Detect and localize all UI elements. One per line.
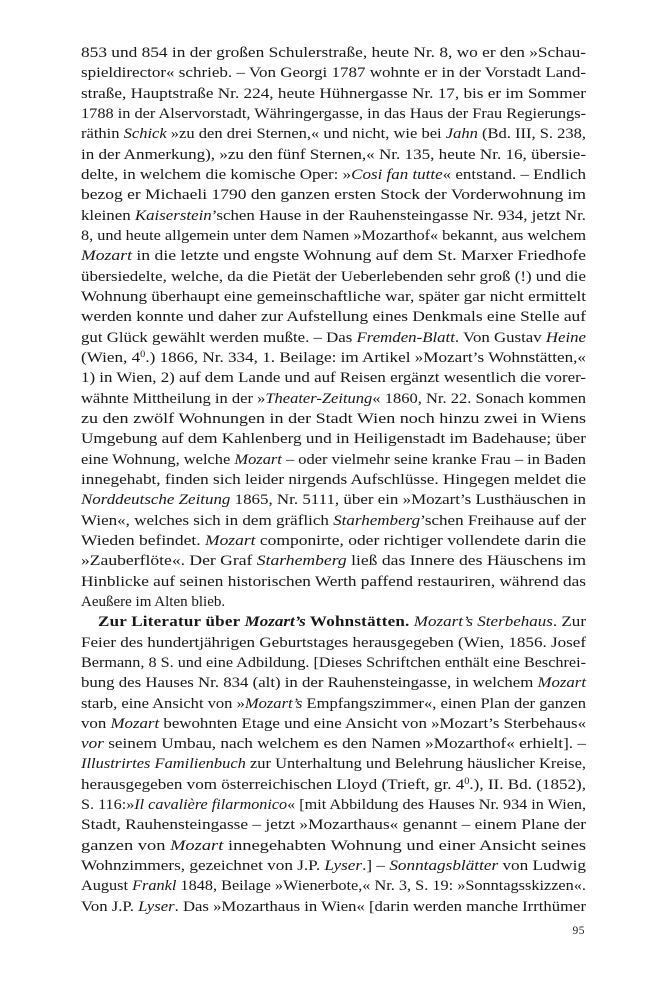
text-line-content <box>81 84 586 104</box>
text-line <box>81 185 586 205</box>
text-segment: Aeußere im Alten blieb. <box>81 593 226 610</box>
text-segment: Heine <box>545 329 586 346</box>
text-segment: innegehabt, finden sich leider nirgends Aufschlüsse. Hingegen meldet die <box>81 471 586 488</box>
text-segment: Starhemberg <box>256 553 347 570</box>
text-segment: von <box>81 715 111 732</box>
text-line <box>81 551 586 571</box>
text-segment: gut Glück gewählt werden mußte. – Das <box>81 329 357 346</box>
text-segment: 1) in Wien, 2) auf dem Lande und auf Reisen ergänzt wesentlich die vorer- <box>81 370 586 387</box>
text-segment: . Zur <box>552 614 586 631</box>
text-line-content <box>81 63 586 83</box>
text-segment: Kaiserstein <box>134 207 212 224</box>
text-segment: Mozart <box>234 451 282 468</box>
text-segment: ließ das Innere des Häuschens im <box>346 553 586 570</box>
text-line <box>81 389 586 409</box>
text-line-content <box>81 165 586 185</box>
text-line <box>81 307 586 327</box>
text-line <box>81 592 586 612</box>
text-segment: zur Unterhaltung und Belehrung häuslicher Kreise, <box>245 756 586 773</box>
text-segment: herausgegeben vom österreichischen Lloyd (Trieft, gr. 4 <box>81 776 465 793</box>
text-segment: Illustrirtes Familienbuch <box>81 756 246 773</box>
text-segment: (Bd. III, S. 238, <box>477 126 586 143</box>
text-line-content <box>81 511 586 531</box>
text-block <box>81 43 586 917</box>
text-segment: 853 und 854 in der großen Schulerstraße, heute Nr. 8, wo er den »Schau- <box>81 45 586 61</box>
text-segment: . Das »Mozarthaus in Wien« [darin werden manche Irrthümer <box>174 898 586 915</box>
text-line <box>81 876 586 896</box>
text-segment: ’schen Hause in der Rauhensteingasse Nr. 934, jetzt Nr. <box>211 207 586 224</box>
text-line-content <box>81 185 586 205</box>
text-line-content <box>81 897 586 917</box>
text-line-content <box>81 775 586 796</box>
text-segment: 8, und heute allgemein unter dem Namen »Mozarthof« bekannt, aus welchem <box>81 227 586 244</box>
text-segment: (Wien, 4 <box>81 349 141 366</box>
text-segment: Mozart <box>537 675 586 692</box>
text-line-content <box>81 328 586 348</box>
text-segment: . Von Gustav <box>454 329 546 346</box>
text-segment: Feier des hundertjährigen Geburtstages herausgegeben (Wien, 1856. Josef <box>81 634 586 651</box>
text-line <box>81 165 586 185</box>
text-line-content <box>81 348 586 369</box>
text-segment: 1848, Beilage »Wienerbote,« Nr. 3, S. 19: »Sonntagsskizzen«. <box>176 878 586 895</box>
text-segment: August <box>81 878 133 895</box>
text-segment: bewohnten Etage und eine Ansicht von »Mozart’s Sterbehaus« <box>159 715 586 732</box>
text-segment: ’schen Freihause auf der <box>420 512 586 529</box>
text-segment: componirte, oder richtiger vollendete darin die <box>255 532 586 549</box>
text-line <box>81 531 586 551</box>
text-line-content <box>81 246 586 266</box>
text-line-content <box>81 409 586 429</box>
text-segment: Zur Literatur über <box>98 614 245 631</box>
text-segment: Von J.P. <box>81 898 139 915</box>
text-line-content <box>81 145 586 165</box>
text-line-content <box>81 714 586 734</box>
text-line <box>81 246 586 266</box>
text-line-content <box>81 389 586 409</box>
text-segment: in die letzte und engste Wohnung auf dem St. Marxer Friedhofe <box>131 248 586 265</box>
text-segment: Mozart <box>170 837 224 854</box>
text-segment: Wohnung überhaupt eine gemeinschaftliche war, später gar nicht ermittelt <box>81 288 586 305</box>
text-line <box>81 714 586 734</box>
text-segment: Wien«, welches sich in dem gräflich <box>81 512 334 529</box>
text-line-content <box>81 592 225 612</box>
text-line <box>81 348 586 368</box>
page-number: 95 <box>572 925 585 937</box>
text-segment: von Ludwig <box>498 858 586 875</box>
text-segment: Hinblicke auf seinen historischen Werth paffend restauriren, während das <box>81 573 586 590</box>
text-segment: Mozart <box>110 715 160 732</box>
text-segment: Cosi fan tutte <box>351 166 443 183</box>
text-line <box>81 612 586 632</box>
text-line <box>81 63 586 83</box>
text-line <box>81 775 586 795</box>
text-line <box>81 84 586 104</box>
text-line-content <box>81 429 586 449</box>
text-line-content <box>81 531 586 551</box>
text-segment: kleinen <box>81 207 135 224</box>
text-line <box>81 754 586 774</box>
text-segment: Lyser <box>324 858 363 875</box>
text-line-content <box>81 795 586 815</box>
text-line <box>81 490 586 510</box>
text-segment: ganzen von <box>81 837 171 854</box>
text-line-content <box>81 43 586 63</box>
text-segment: delte, in welchem die komische Oper: » <box>81 166 352 183</box>
text-line <box>81 572 586 592</box>
text-segment: Bermann, 8 S. und eine Adbildung. [Dieses Schriftchen enthält eine Beschrei- <box>81 654 586 671</box>
text-line-content <box>81 206 586 226</box>
text-line <box>81 795 586 815</box>
text-line <box>81 734 586 754</box>
text-line <box>81 450 586 470</box>
text-segment: 0 <box>140 348 146 359</box>
text-segment: zu den zwölf Wohnungen in der Stadt Wien noch hinzu zwei in Wiens <box>81 410 586 427</box>
text-line-content <box>81 815 586 835</box>
text-segment: Il cavalière filarmonico <box>134 797 288 814</box>
text-segment: »zu den drei Sternen,« und nicht, wie bei <box>166 126 446 143</box>
text-segment: bung des Hauses Nr. 834 (alt) in der Rauhensteingasse, in welchem <box>81 675 538 692</box>
text-segment: 0 <box>464 775 470 786</box>
text-segment: S. 116:» <box>81 797 135 814</box>
text-segment: 1788 in der Alservorstadt, Währingergasse, in das Haus der Frau Regierungs- <box>81 105 586 122</box>
text-line-content <box>81 226 586 246</box>
text-line-content <box>81 633 586 653</box>
text-line-content <box>81 267 586 287</box>
text-segment: starb, eine Ansicht von » <box>81 695 245 712</box>
text-line <box>81 409 586 429</box>
text-line <box>81 470 586 490</box>
text-segment: « [mit Abbildung des Hauses Nr. 934 in Wien, <box>287 797 586 814</box>
text-line <box>81 694 586 714</box>
text-segment: Mozart <box>81 248 132 265</box>
text-line-content <box>81 734 586 754</box>
text-segment: bezog er Michaeli 1790 den ganzen ersten Stock der Vorderwohnung im <box>81 187 586 204</box>
text-segment: Wohnstätten. <box>305 614 410 631</box>
text-segment: vor <box>81 736 104 753</box>
text-segment: Mozart’s <box>244 695 303 712</box>
text-segment: in der Anmerkung), »zu den fünf Sternen,« Nr. 135, heute Nr. 16, übersie- <box>81 146 586 163</box>
text-line-content <box>81 856 586 876</box>
text-segment: Mozart <box>205 532 256 549</box>
text-line-content <box>81 876 586 896</box>
text-line <box>81 43 586 63</box>
text-line <box>81 145 586 165</box>
text-line-content <box>81 450 586 470</box>
text-line <box>81 206 586 226</box>
text-line-content <box>81 287 586 307</box>
text-line <box>81 673 586 693</box>
text-line-content <box>81 551 586 571</box>
text-segment: Norddeutsche Zeitung <box>81 492 231 509</box>
text-segment: « 1860, Nr. 22. Sonach kommen <box>372 390 586 407</box>
text-segment: räthin <box>81 126 124 143</box>
text-line <box>81 226 586 246</box>
text-line-content <box>81 490 586 510</box>
text-line-content <box>81 612 586 632</box>
text-segment: Frankl <box>132 878 177 895</box>
text-segment: spieldirector« schrieb. – Von Georgi 1787 wohnte er in der Vorstadt Land- <box>81 65 586 82</box>
text-segment: werden konnte und daher zur Aufstellung eines Denkmals eine Stelle auf <box>81 309 586 326</box>
text-line <box>81 633 586 653</box>
text-segment: Empfangszimmer«, einen Plan der ganzen <box>302 695 586 712</box>
text-segment: Theater-Zeitung <box>265 390 373 407</box>
text-segment: Stadt, Rauhensteingasse – jetzt »Mozarthaus« genannt – einem Plane der <box>81 817 586 834</box>
text-segment: Wieden befindet. <box>81 532 206 549</box>
text-segment: 1865, Nr. 5111, über ein »Mozart’s Lusthäuschen in <box>230 492 587 509</box>
text-line-content <box>81 572 586 592</box>
text-segment: Sonntagsblätter <box>389 858 499 875</box>
text-segment: Mozart’s <box>244 614 306 631</box>
text-segment: eine Wohnung, welche <box>81 451 235 468</box>
text-segment: Jahn <box>445 126 478 143</box>
text-segment: Wohnzimmers, gezeichnet von J.P. <box>81 858 325 875</box>
text-line <box>81 815 586 835</box>
text-line-content <box>81 653 586 673</box>
text-line <box>81 287 586 307</box>
text-segment: »Zauberflöte«. Der Graf <box>81 553 257 570</box>
text-line <box>81 124 586 144</box>
text-segment: wähnte Mittheilung in der » <box>81 390 266 407</box>
text-line-content <box>81 673 586 693</box>
text-line-content <box>81 470 586 490</box>
text-segment: – oder vielmehr seine kranke Frau – in Baden <box>281 451 586 468</box>
text-segment: innegehabten Wohnung und einer Ansicht seines <box>223 837 587 854</box>
text-segment: .] – <box>362 858 390 875</box>
text-segment: « entstand. – Endlich <box>442 166 586 183</box>
text-segment: Lyser <box>138 898 175 915</box>
text-line <box>81 511 586 531</box>
text-segment: Mozart’s Sterbehaus <box>413 614 553 631</box>
text-line-content <box>81 124 586 144</box>
text-segment: .) 1866, Nr. 334, 1. Beilage: im Artikel »Mozart’s Wohnstätten,« <box>145 349 587 366</box>
text-line <box>81 897 586 917</box>
text-line-content <box>81 307 586 327</box>
text-line <box>81 429 586 449</box>
text-segment: straße, Hauptstraße Nr. 224, heute Hühnergasse Nr. 17, bis er im Sommer <box>81 85 586 102</box>
text-line <box>81 368 586 388</box>
text-segment: übersiedelte, welche, da die Pietät der Ueberlebenden sehr groß (!) und die <box>81 268 586 285</box>
text-line <box>81 653 586 673</box>
text-line-content <box>81 368 586 388</box>
text-line-content <box>81 104 586 124</box>
text-line <box>81 856 586 876</box>
text-line-content <box>81 836 586 856</box>
text-segment: seinem Umbau, nach welchem es den Namen »Mozarthof« erhielt]. – <box>103 736 587 753</box>
text-line-content <box>81 694 586 714</box>
text-segment: Starhemberg <box>333 512 421 529</box>
text-line <box>81 836 586 856</box>
text-segment: Schick <box>123 126 167 143</box>
text-segment: Fremden-Blatt <box>356 329 455 346</box>
text-line <box>81 104 586 124</box>
text-line-content <box>81 754 586 774</box>
text-line <box>81 328 586 348</box>
text-line <box>81 267 586 287</box>
text-segment: .), II. Bd. (1852), <box>469 776 586 793</box>
text-segment: Umgebung auf dem Kahlenberg und in Heiligenstadt im Badehause; über <box>81 431 586 448</box>
